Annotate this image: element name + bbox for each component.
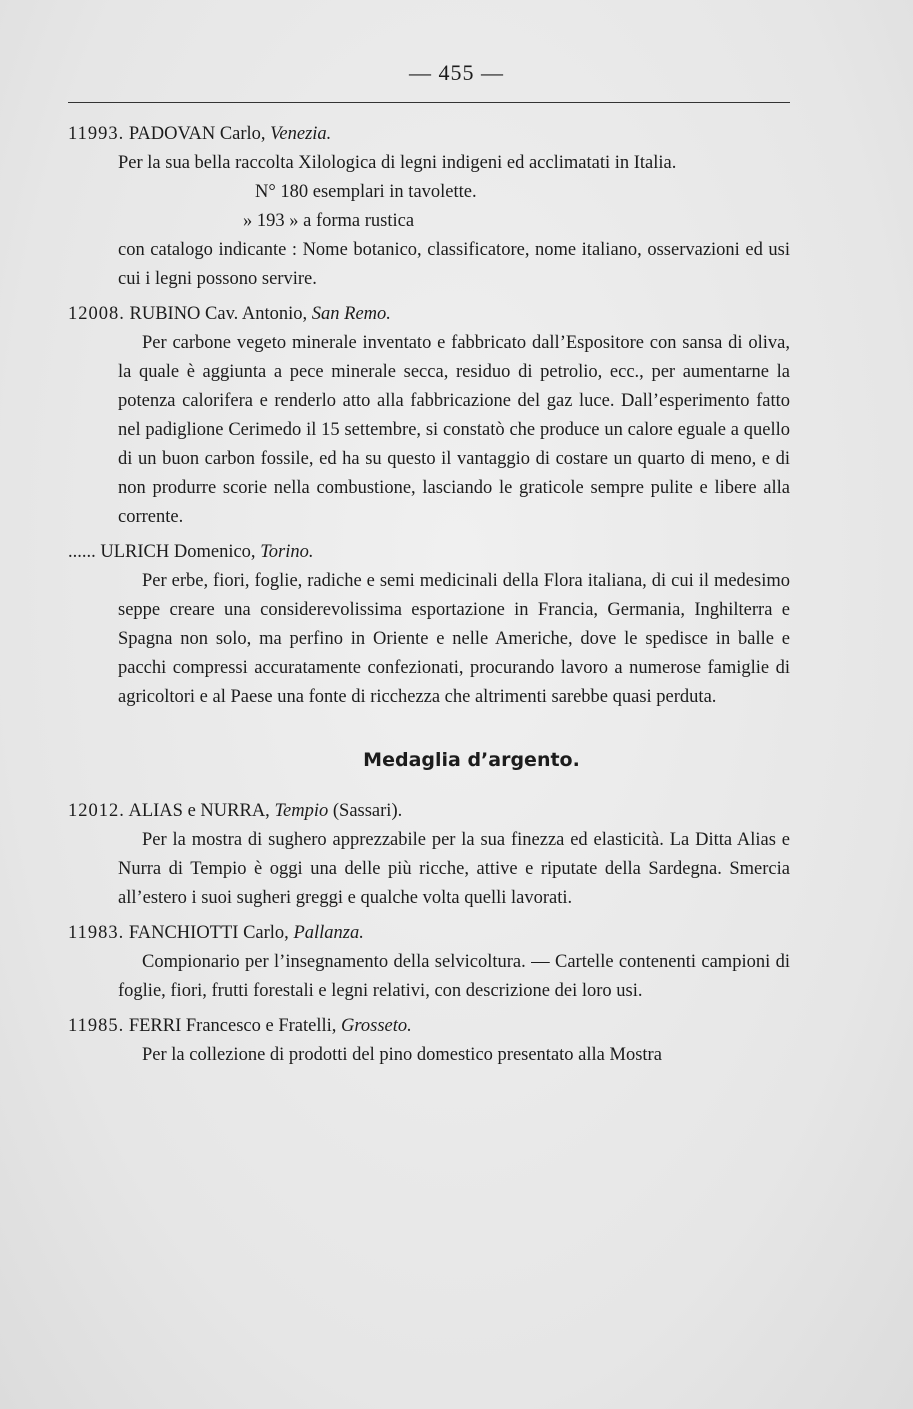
entry-body: Per erbe, fiori, foglie, radiche e semi medicinali della Flora italiana, di cui il medesimo seppe creare una considerevolissima esportazione in Francia, Germania, Inghilterra e Spagna non solo, ma perfino in Oriente e nelle Americhe, dove le spedisce in balle e pacchi compressi accuratamente confezionati, procurando lavoro a numerose famiglie di agricoltori e al Paese una fonte di ricchezza che altrimenti sarebbe quasi perduta. — [118, 571, 790, 707]
entry-number: 12012. — [68, 801, 125, 821]
entry-name: RUBINO Cav. Antonio, — [129, 304, 308, 324]
entry-place: Grosseto. — [341, 1016, 412, 1036]
entry-body: Per la mostra di sughero apprezzabile per la sua finezza ed elasticità. La Ditta Alias e Nurra di Tempio è oggi una delle più ricche, attive e riputate della Sardegna. Smercia all’estero i suoi sugheri greggi e qualche volta quelli lavorati. — [118, 830, 790, 908]
entry-name: PADOVAN Carlo, — [128, 124, 266, 144]
header-rule — [68, 102, 790, 103]
entry-number: ...... — [68, 542, 96, 562]
entry-place-extra: (Sassari). — [332, 801, 403, 821]
entry-name: FERRI Francesco e Fratelli, — [128, 1016, 337, 1036]
list-line: » 193 » a forma rustica — [243, 211, 415, 231]
entry-number: 11983. — [68, 923, 125, 943]
entry-place: Torino. — [260, 542, 314, 562]
entry-heading — [0, 300, 913, 329]
entry-number: 11985. — [68, 1016, 125, 1036]
entry-place: Venezia. — [270, 124, 332, 144]
entry-heading — [0, 1012, 913, 1041]
entry-name: ULRICH Domenico, — [100, 542, 256, 562]
page-number: — 455 — — [409, 60, 504, 85]
entry-name: ALIAS e NURRA, — [128, 801, 270, 821]
list-line: N° 180 esemplari in tavolette. — [255, 182, 477, 202]
entry-body: Per carbone vegeto minerale inventato e fabbricato dall’Espositore con sansa di oliva, la quale è aggiunta a pece minerale secca, residuo di petrolio, ecc., per aumentarne la potenza calorifera e renderlo atto alla fabbricazione del gaz luce. Dall’esperimento fatto nel padiglione Cerimedo il 15 settembre, si constatò che produce un calore eguale a quello di un buon carbon fossile, ed ha su questo il vantaggio di costare un quarto di meno, e di non produrre scorie nella combustione, lasciando le graticole sempre pulite e libere alla corrente. — [118, 333, 790, 527]
entry-body: Per la sua bella raccolta Xilologica di legni indigeni ed acclimatati in Italia. — [118, 153, 677, 173]
entry-body-tail: con catalogo indicante : Nome botanico, classificatore, nome italiano, osservazioni ed usi cui i legni possono servire. — [118, 240, 790, 289]
entry-heading — [0, 797, 913, 826]
page-content — [0, 120, 913, 1070]
entry-place: San Remo. — [311, 304, 391, 324]
entry-place: Tempio — [274, 801, 329, 821]
entry-name: FANCHIOTTI Carlo, — [128, 923, 289, 943]
entry-number: 11993. — [68, 124, 125, 144]
entry-heading — [0, 538, 913, 567]
entry-body: Per la collezione di prodotti del pino domestico presentato alla Mostra — [142, 1045, 662, 1065]
entry-body: Compionario per l’insegnamento della selvicoltura. — Cartelle contenenti campioni di foglie, fiori, frutti forestali e legni relativi, con descrizione dei loro usi. — [118, 952, 790, 1001]
entry-heading — [0, 919, 913, 948]
entry-number: 12008. — [68, 304, 125, 324]
entry-place: Pallanza. — [293, 923, 364, 943]
section-title: Medaglia d’argento. — [363, 749, 580, 771]
entry-heading — [0, 120, 913, 149]
